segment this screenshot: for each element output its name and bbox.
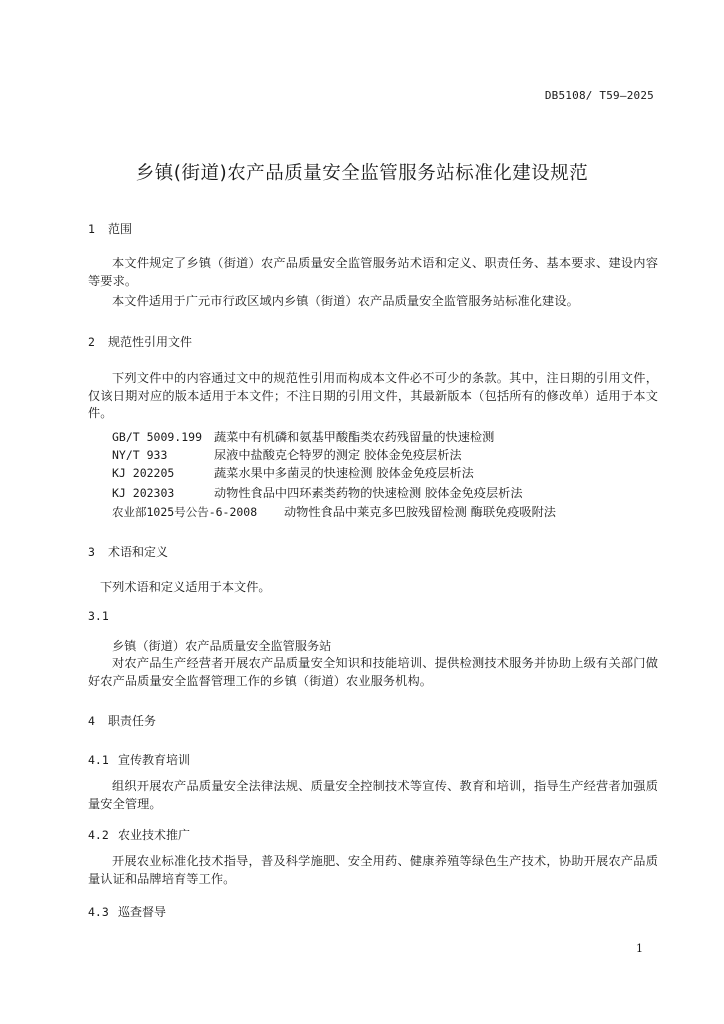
section-3-heading	[88, 543, 168, 560]
section-number: 2	[88, 335, 95, 349]
reference-item	[112, 484, 523, 501]
subsection-4-3-heading	[88, 903, 166, 920]
subsection-number: 4.3	[88, 905, 109, 919]
subsection-4-1-text: 组织开展农产品质量安全法律法规、质量安全控制技术等宣传、教育和培训，指导生产经营者加强质量安全管理。	[88, 779, 658, 811]
reference-item	[112, 503, 556, 520]
term-definition: 对农产品生产经营者开展农产品质量安全知识和技能培训、提供检测技术服务并协助上级有关部门做好农产品质量安全监督管理工作的乡镇（街道）农业服务机构。	[88, 656, 658, 688]
section-1-paragraph-1: 本文件规定了乡镇（街道）农产品质量安全监管服务站术语和定义、职责任务、基本要求、建设内容等要求。	[88, 256, 658, 288]
reference-title: 蔬菜中有机磷和氨基甲酸酯类农药残留量的快速检测	[214, 430, 495, 444]
subsection-4-2-text: 开展农业标准化技术指导，普及科学施肥、安全用药、健康养殖等绿色生产技术，协助开展农产品质量认证和品牌培育等工作。	[88, 854, 658, 886]
reference-code: KJ 202303	[112, 486, 175, 500]
section-2-intro: 下列文件中的内容通过文中的规范性引用而构成本文件必不可少的条款。其中，注日期的引用文件，仅该日期对应的版本适用于本文件；不注日期的引用文件，其最新版本（包括所有的修改单）适用于本文件。	[88, 371, 658, 420]
section-number: 1	[88, 222, 95, 236]
subsection-title: 农业技术推广	[118, 828, 191, 842]
reference-code: NY/T 933	[112, 448, 168, 462]
page-number: 1	[636, 942, 643, 955]
subsection-number: 3.1	[88, 609, 109, 623]
standard-code: DB5108/ T59—2025	[544, 89, 654, 102]
reference-code: 农业部1025号公告-6-2008	[112, 505, 258, 519]
reference-item	[112, 446, 462, 463]
reference-title: 尿液中盐酸克仑特罗的测定 胶体金免疫层析法	[214, 448, 462, 462]
section-1-heading	[88, 220, 132, 237]
section-number: 3	[88, 545, 95, 559]
reference-title: 动物性食品中莱克多巴胺残留检测 酶联免疫吸附法	[284, 505, 556, 519]
term-name: 乡镇（街道）农产品质量安全监管服务站	[112, 639, 332, 653]
section-title: 术语和定义	[108, 545, 169, 559]
reference-item	[112, 464, 474, 481]
section-title: 范围	[108, 222, 133, 236]
section-4-heading	[88, 712, 156, 729]
section-2-heading	[88, 333, 192, 350]
reference-title: 动物性食品中四环素类药物的快速检测 胶体金免疫层析法	[214, 486, 523, 500]
subsection-4-1-heading	[88, 751, 190, 768]
subsection-title: 巡查督导	[118, 905, 167, 919]
reference-code: KJ 202205	[112, 466, 175, 480]
subsection-4-2-heading	[88, 826, 190, 843]
subsection-3-1-number	[88, 609, 118, 623]
subsection-number: 4.2	[88, 828, 109, 842]
document-title: 乡镇(街道)农产品质量安全监管服务站标准化建设规范	[135, 163, 589, 184]
subsection-title: 宣传教育培训	[118, 753, 191, 767]
reference-title: 蔬菜水果中多菌灵的快速检测 胶体金免疫层析法	[214, 466, 474, 480]
section-number: 4	[88, 714, 95, 728]
reference-item	[112, 428, 494, 445]
section-1-paragraph-2: 本文件适用于广元市行政区域内乡镇（街道）农产品质量安全监管服务站标准化建设。	[112, 294, 579, 308]
subsection-number: 4.1	[88, 753, 109, 767]
section-3-intro: 下列术语和定义适用于本文件。	[100, 580, 271, 594]
section-title: 规范性引用文件	[108, 335, 193, 349]
section-title: 职责任务	[108, 714, 157, 728]
reference-code: GB/T 5009.199	[112, 430, 203, 444]
